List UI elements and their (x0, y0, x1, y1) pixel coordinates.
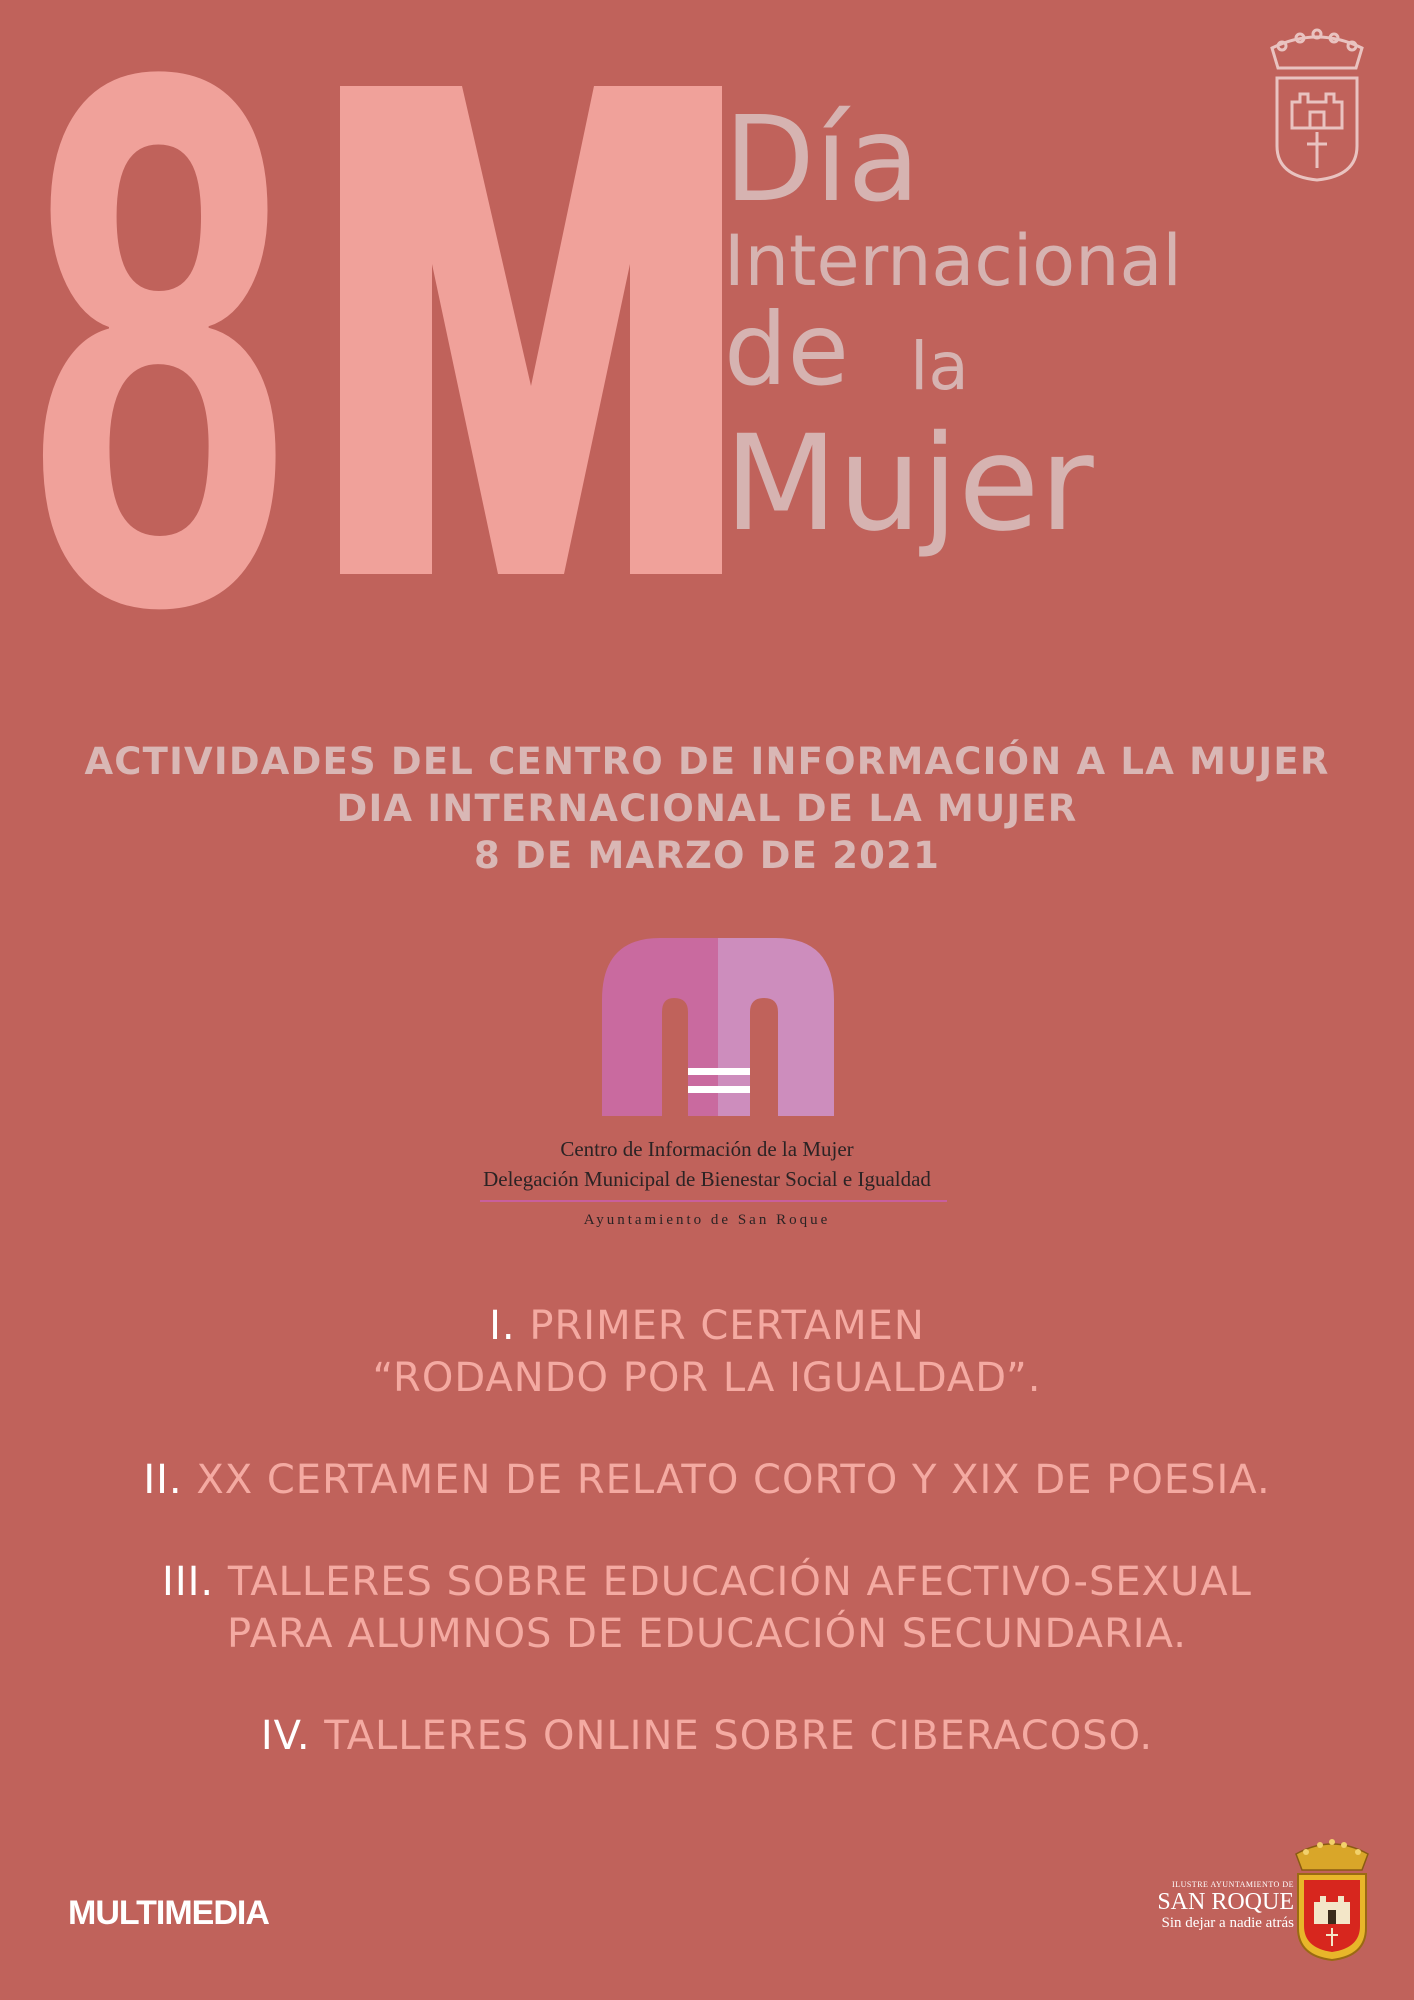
activity-text: “RODANDO POR LA IGUALDAD”. (372, 1355, 1042, 1401)
cim-delegation: Delegación Municipal de Bienestar Social e Igualdad (483, 1167, 931, 1191)
title-de: de (724, 291, 849, 408)
heading-line: DIA INTERNACIONAL DE LA MUJER (336, 787, 1078, 830)
san-roque-crest-color-icon (1290, 1836, 1374, 1962)
activity-numeral: IV. (260, 1713, 311, 1759)
title-la: la (910, 328, 969, 405)
heading-line: ACTIVIDADES DEL CENTRO DE INFORMACIÓN A LA MUJER (84, 740, 1330, 783)
activity-numeral: III. (162, 1559, 215, 1605)
san-roque-crest-outline-icon (1262, 28, 1372, 184)
ayuntamiento-signature (1157, 1880, 1294, 1932)
cim-name: Centro de Información de la Mujer (560, 1137, 854, 1161)
ayto-small-label: ILUSTRE AYUNTAMIENTO DE (1172, 1880, 1294, 1889)
activity-numeral: I. (489, 1303, 516, 1349)
activity-text: XX CERTAMEN DE RELATO CORTO Y XIX DE POESIA. (196, 1457, 1271, 1503)
heading-line: 8 DE MARZO DE 2021 (473, 834, 941, 877)
activity-3 (0, 1556, 1414, 1660)
activity-2 (0, 1454, 1414, 1506)
activity-text: PRIMER CERTAMEN (529, 1303, 925, 1349)
activity-4 (0, 1710, 1414, 1762)
activities-heading (0, 738, 1414, 879)
ayto-slogan: Sin dejar a nadie atrás (1161, 1915, 1294, 1931)
activity-text: TALLERES ONLINE SOBRE CIBERACOSO. (324, 1713, 1154, 1759)
activity-text: PARA ALUMNOS DE EDUCACIÓN SECUNDARIA. (227, 1611, 1187, 1657)
activity-numeral: II. (143, 1457, 183, 1503)
title-mujer: Mujer (724, 407, 1094, 561)
cim-divider (480, 1200, 947, 1202)
multimedia-logo: MULTIMEDIA (68, 1894, 269, 1932)
title-internacional: Internacional (724, 220, 1182, 302)
big-eight: 8 (28, 0, 284, 764)
activity-text: TALLERES SOBRE EDUCACIÓN AFECTIVO-SEXUAL (227, 1559, 1252, 1605)
ayto-name: SAN ROQUE (1157, 1889, 1294, 1915)
cim-ayuntamiento: Ayuntamiento de San Roque (583, 1212, 831, 1228)
activity-1 (0, 1300, 1414, 1404)
big-m-letter (340, 86, 722, 574)
title-dia: Día (724, 90, 920, 228)
cim-logo-icon (600, 938, 836, 1118)
